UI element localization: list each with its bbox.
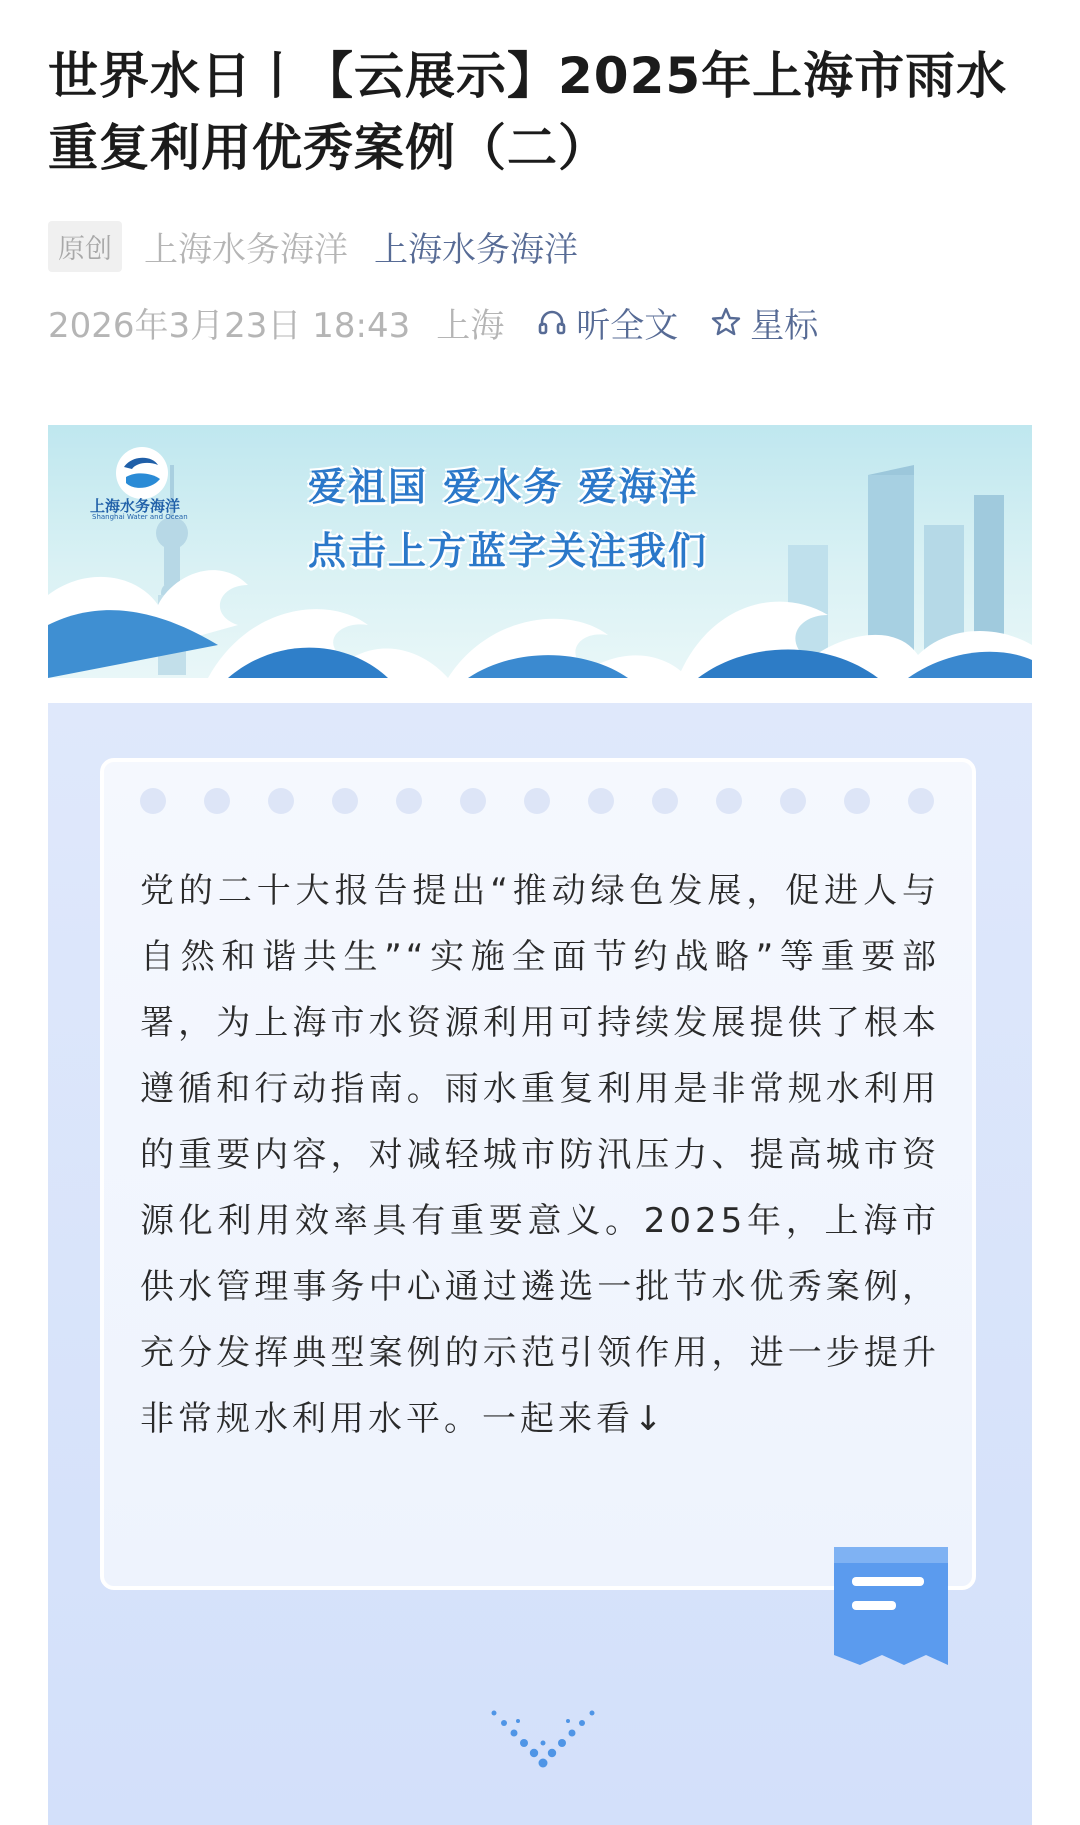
logo-text: 上海水务海洋 (90, 497, 181, 515)
banner-slogan (308, 455, 708, 583)
star-button[interactable] (710, 298, 818, 347)
star-label: 星标 (750, 305, 819, 346)
article-title: 世界水日丨【云展示】2025年上海市雨水重复利用优秀案例（二） (48, 47, 1008, 177)
account-name-link[interactable]: 上海水务海洋 (374, 229, 578, 270)
logo-subtext: Shanghai Water and Ocean (92, 513, 188, 521)
publish-time: 2026年3月23日 18:43 (48, 305, 411, 346)
slogan-line-2: 点击上方蓝字关注我们 (308, 529, 709, 573)
decorative-dots (140, 788, 972, 814)
scroll-down-chevron-icon (488, 1693, 598, 1783)
intro-paragraph: 党的二十大报告提出“推动绿色发展，促进人与自然和谐共生”“实施全面节约战略”等重要部署，为上海市水资源利用可持续发展提供了根本遵循和行动指南。雨水重复利用是非常规水利用的重要内容，对减轻城市防汛压力、提高城市资源化利用效率具有重要意义。2025年，上海市供水管理事务中心通过遴选一批节水优秀案例，充分发挥典型案例的示范引领作用，进一步提升非常规水利用水平。一起来看↓ (140, 871, 940, 1439)
intro-card (100, 758, 976, 1590)
original-tag: 原创 (48, 221, 122, 272)
author-name: 上海水务海洋 (144, 229, 348, 270)
banner-image (48, 425, 1032, 678)
article-meta-author-row (48, 220, 578, 272)
publish-location: 上海 (436, 305, 505, 346)
listen-label: 听全文 (576, 305, 679, 346)
shanghai-water-logo-icon (86, 441, 198, 536)
article-meta-time-row (48, 296, 850, 348)
intro-panel (48, 703, 1032, 1825)
slogan-line-1: 爱祖国 爱水务 爱海洋 (308, 465, 699, 509)
star-icon (710, 306, 742, 338)
listen-button[interactable] (536, 298, 678, 347)
note-bookmark-icon (830, 1543, 952, 1669)
headphones-icon (536, 306, 568, 338)
